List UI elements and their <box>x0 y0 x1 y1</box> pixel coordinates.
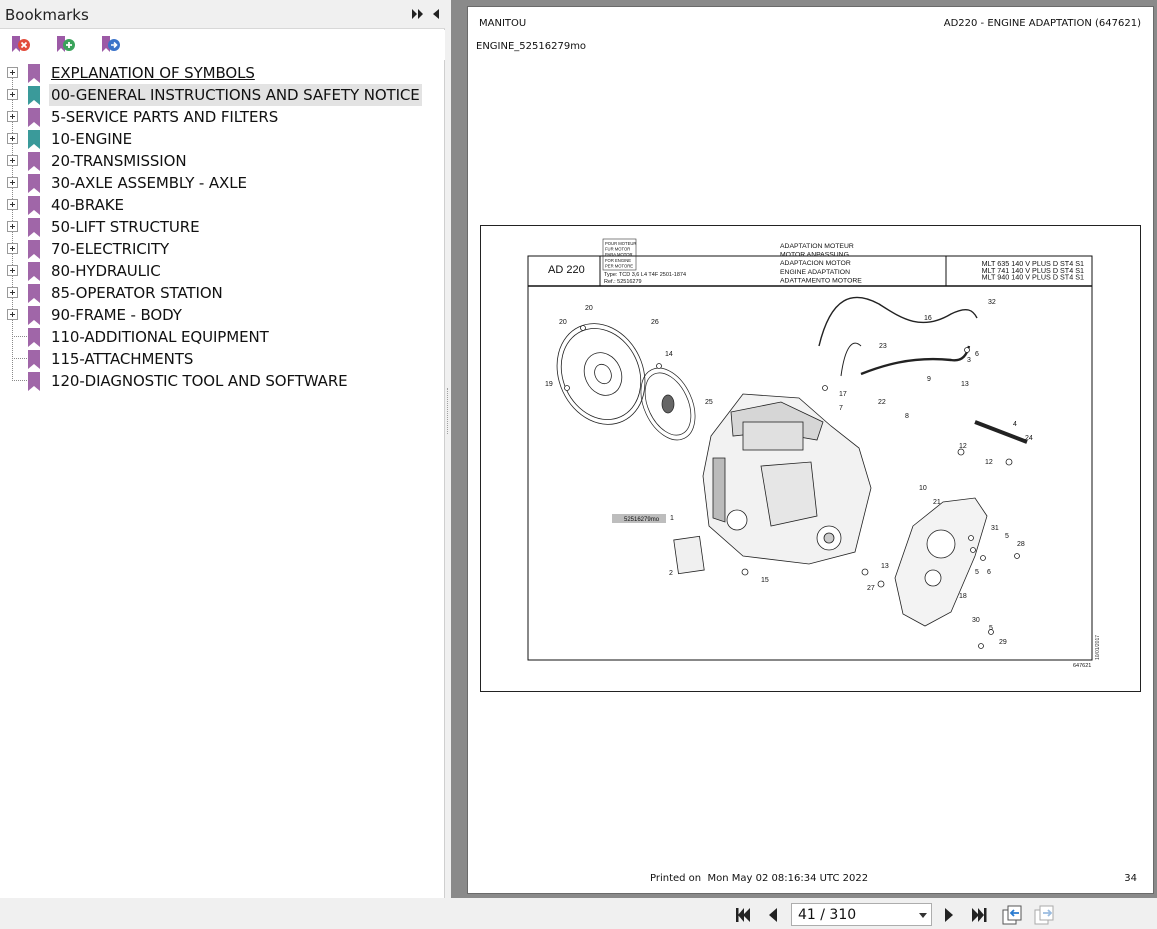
drawing-text-line: ADATTAMENTO MOTORE <box>780 277 862 285</box>
delete-bookmark-icon[interactable] <box>9 34 31 56</box>
engine-box <box>605 241 636 268</box>
bookmark-item[interactable] <box>0 326 445 348</box>
part-callout-label: 31 <box>991 525 999 532</box>
page-brand: MANITOU <box>479 18 527 29</box>
drawing-text-line: ENGINE ADAPTATION <box>780 268 850 276</box>
part-callout-label: 13 <box>961 381 969 388</box>
bookmark-icon <box>28 284 40 303</box>
part-callout-label: 25 <box>705 399 713 406</box>
bookmark-label[interactable]: 00-GENERAL INSTRUCTIONS AND SAFETY NOTICE <box>51 86 420 104</box>
tree-branch-line <box>12 336 27 337</box>
page-selector[interactable] <box>791 903 932 926</box>
part-callout-label: 18 <box>959 593 967 600</box>
bookmark-icon <box>28 174 40 193</box>
bookmarks-panel <box>0 0 445 898</box>
bookmark-item[interactable] <box>0 370 445 392</box>
history-back-icon[interactable] <box>1001 904 1023 926</box>
bookmark-item[interactable] <box>0 150 445 172</box>
expand-icon[interactable] <box>7 265 18 276</box>
part-callout-label: 26 <box>651 319 659 326</box>
bookmark-label[interactable]: 110-ADDITIONAL EQUIPMENT <box>51 328 269 346</box>
part-callout-label: 2 <box>669 570 673 577</box>
expand-icon[interactable] <box>7 155 18 166</box>
drawing-text-line: MOTOR ANPASSUNG <box>780 251 849 259</box>
clutch-disc-part <box>630 359 706 448</box>
bookmark-icon <box>28 240 40 259</box>
bookmark-icon <box>28 218 40 237</box>
drawing-code: AD 220 <box>548 264 585 276</box>
bookmark-label[interactable]: 30-AXLE ASSEMBLY - AXLE <box>51 174 247 192</box>
part-callout-label: 20 <box>585 305 593 312</box>
part-callout-label: 3 <box>967 357 971 364</box>
drawing-titles <box>780 243 862 284</box>
drawing-text-line: ADAPTACION MOTOR <box>780 260 851 268</box>
drawing-text-line: MLT 940 140 V PLUS D ST4 S1 <box>981 272 1084 282</box>
part-callout-label: 5 <box>975 569 979 576</box>
expand-icon[interactable] <box>7 243 18 254</box>
drawing-models <box>982 259 1084 282</box>
part-callout-label: 29 <box>999 639 1007 646</box>
bookmark-item[interactable] <box>0 238 445 260</box>
part-callout-label: 4 <box>1013 421 1017 428</box>
previous-page-icon[interactable] <box>764 906 782 924</box>
document-page <box>467 6 1154 894</box>
bookmark-label[interactable]: 70-ELECTRICITY <box>51 240 170 258</box>
bookmark-icon <box>28 262 40 281</box>
part-callout-label: 22 <box>878 399 886 406</box>
part-callout-label: 28 <box>1017 541 1025 548</box>
drawing-text-line: PER MOTORE <box>605 263 634 269</box>
bookmark-icon <box>28 350 40 369</box>
bookmarks-toolbar <box>0 30 445 60</box>
drawing-number: 647621 <box>1073 663 1092 669</box>
bookmark-item[interactable] <box>0 84 445 106</box>
next-page-icon[interactable] <box>940 906 958 924</box>
reference-tag: 52516279mo <box>624 517 660 523</box>
bookmark-item[interactable] <box>0 216 445 238</box>
flywheel-part <box>541 309 661 439</box>
part-callout-label: 1 <box>670 515 674 522</box>
bookmark-icon <box>28 108 40 127</box>
part-callout-label: 12 <box>959 443 967 450</box>
part-callout-label: 12 <box>985 459 993 466</box>
page-subheading: ENGINE_52516279mo <box>476 41 587 52</box>
bookmark-icon <box>28 152 40 171</box>
bookmark-item[interactable] <box>0 172 445 194</box>
bookmark-item[interactable] <box>0 128 445 150</box>
bookmark-label[interactable]: 40-BRAKE <box>51 196 124 214</box>
bookmark-icon <box>28 196 40 215</box>
expand-icon[interactable] <box>7 67 18 78</box>
bookmark-icon <box>28 306 40 325</box>
engine-ref: Ref.: 52516279 <box>604 279 642 285</box>
document-viewer[interactable] <box>451 0 1157 898</box>
part-callout-label: 30 <box>972 617 980 624</box>
part-callout-label: 14 <box>665 351 673 358</box>
part-callout-label: 17 <box>839 391 847 398</box>
bookmark-label[interactable]: 50-LIFT STRUCTURE <box>51 218 200 236</box>
part-callout-label: 24 <box>1025 435 1033 442</box>
page-navigation-bar <box>0 898 1157 929</box>
bookmark-icon <box>28 86 40 105</box>
bookmark-label[interactable]: 85-OPERATOR STATION <box>51 284 223 302</box>
drawing-text-line: MLT 741 140 V PLUS D ST4 S1 <box>981 265 1084 275</box>
add-child-bookmark-icon[interactable] <box>99 34 121 56</box>
bookmark-item[interactable] <box>0 260 445 282</box>
bookmark-item[interactable] <box>0 194 445 216</box>
part-callout-label: 13 <box>881 563 889 570</box>
drawing-text-line: PARA MOTOR <box>605 252 633 258</box>
engine-block-part <box>703 394 871 564</box>
bookmark-label[interactable]: 115-ATTACHMENTS <box>51 350 194 368</box>
drawing-text-line: FOR ENGINE <box>605 257 632 263</box>
printed-on <box>650 873 868 884</box>
printed-date: Mon May 02 08:16:34 UTC 2022 <box>707 873 869 884</box>
drawing-text-line: MLT 635 140 V PLUS D ST4 S1 <box>981 259 1084 268</box>
part-callout-label: 10 <box>919 485 927 492</box>
part-callout-label: 6 <box>975 351 979 358</box>
rod-part <box>975 422 1027 442</box>
expand-icon[interactable] <box>7 287 18 298</box>
page-selector-value: 41 / 310 <box>798 907 857 923</box>
part-callout-label: 5 <box>989 625 993 632</box>
bookmarks-title: Bookmarks <box>5 6 89 24</box>
expand-icon[interactable] <box>7 111 18 122</box>
add-bookmark-icon[interactable] <box>54 34 76 56</box>
drawing-text-line: ADAPTATION MOTEUR <box>780 243 854 250</box>
expand-icon[interactable] <box>7 309 18 320</box>
part-callout-label: 15 <box>761 577 769 584</box>
part-callout-label: 5 <box>1005 533 1009 540</box>
bookmarks-header <box>0 0 445 29</box>
bookmark-icon <box>28 64 40 83</box>
page-heading: AD220 - ENGINE ADAPTATION (647621) <box>943 18 1141 29</box>
bookmark-label[interactable]: 80-HYDRAULIC <box>51 262 161 280</box>
bookmark-label[interactable]: 5-SERVICE PARTS AND FILTERS <box>51 108 279 126</box>
bookmark-label[interactable]: 90-FRAME - BODY <box>51 306 182 324</box>
part-callout-label: 9 <box>927 376 931 383</box>
splitter-grip[interactable] <box>447 388 449 434</box>
tree-branch-line <box>12 380 27 381</box>
part-callout-label: 8 <box>905 413 909 420</box>
drawing-text-line: FUR MOTOR <box>605 246 631 252</box>
expand-icon[interactable] <box>7 177 18 188</box>
chevron-down-icon[interactable] <box>919 913 927 918</box>
bookmark-icon <box>28 372 40 391</box>
bookmark-icon <box>28 328 40 347</box>
part-callout-label: 19 <box>545 381 553 388</box>
part-callout-label: 7 <box>839 405 843 412</box>
expand-panel-icon[interactable] <box>411 6 425 22</box>
parts-drawing <box>481 226 1142 693</box>
expand-icon[interactable] <box>7 133 18 144</box>
ecu-part <box>674 536 704 573</box>
part-callout-label: 16 <box>924 315 932 322</box>
part-callout-label: 27 <box>867 585 875 592</box>
part-callout-label: 32 <box>988 299 996 306</box>
pipe-part <box>861 346 969 374</box>
bookmark-item[interactable] <box>0 62 445 84</box>
bookmark-item[interactable] <box>0 106 445 128</box>
bookmark-icon <box>28 130 40 149</box>
parts-drawing-frame <box>480 225 1141 692</box>
engine-type: Type: TCD 3,6 L4 T4F 2501-1874 <box>604 272 687 278</box>
expand-icon[interactable] <box>7 221 18 232</box>
bookmark-item[interactable] <box>0 348 445 370</box>
throttle-cable-part <box>819 297 977 346</box>
first-page-icon[interactable] <box>734 906 752 924</box>
part-callout-label: 6 <box>987 569 991 576</box>
bookmark-item[interactable] <box>0 304 445 326</box>
expand-icon[interactable] <box>7 89 18 100</box>
part-callout-label: 20 <box>559 319 567 326</box>
bookmark-label[interactable]: EXPLANATION OF SYMBOLS <box>51 64 255 82</box>
drawing-date: 10/01/2017 <box>1095 634 1101 660</box>
drawing-text-line: POUR MOTEUR <box>605 241 637 246</box>
bookmark-label[interactable]: 10-ENGINE <box>51 130 133 148</box>
page-number: 34 <box>1124 873 1137 884</box>
tree-branch-line <box>12 358 27 359</box>
bookmark-label[interactable]: 20-TRANSMISSION <box>51 152 187 170</box>
collapse-panel-icon[interactable] <box>429 6 443 22</box>
history-forward-icon[interactable] <box>1033 904 1055 926</box>
bookmark-label[interactable]: 120-DIAGNOSTIC TOOL AND SOFTWARE <box>51 372 348 390</box>
bookmark-item[interactable] <box>0 282 445 304</box>
last-page-icon[interactable] <box>970 906 988 924</box>
part-callout-label: 21 <box>933 499 941 506</box>
printed-label: Printed on <box>650 873 702 884</box>
timing-cover-part <box>895 498 987 626</box>
expand-icon[interactable] <box>7 199 18 210</box>
part-callout-label: 23 <box>879 343 887 350</box>
